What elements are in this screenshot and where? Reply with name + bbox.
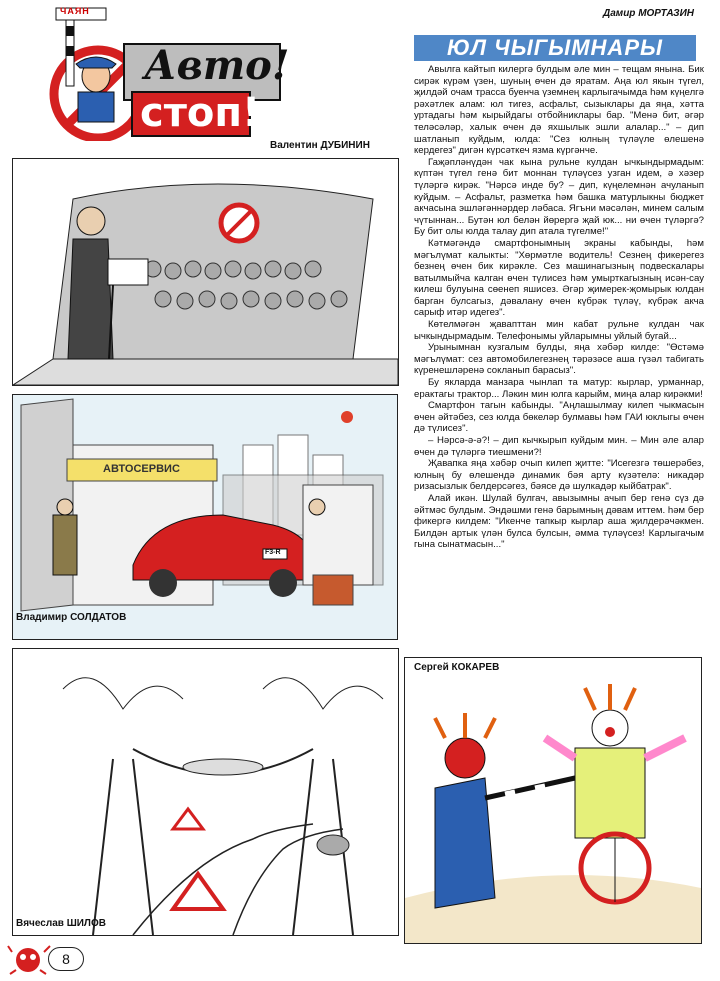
cartoon-conductor <box>12 158 399 386</box>
article-paragraph: Авылга кайтып килергә булдым әле мин – тещам янына. Бик сирәк күрәм үзен, шуның өчен дә яратам. Аңа юл якын түгел, җилдәй очам трасса буенча үземнең карлыгачымда һәм күңелгә рәхәтлек алам: юл тигез, асфальт, сызыклары да яңа, хәтта уртадагы һәм кырыйдагы отбойниклары бар. "Менә бит, әгәр теләсәләр, халык өчен дә яхшылык эшли алалар..." – дип шатланып куйдым, юлда: "Сез юлның түләүле өлешенә кердегез" дигән күрсәткеч язма күргәнче. <box>414 64 704 157</box>
clown-cartoon-icon <box>405 658 701 943</box>
footer-logo <box>6 942 52 976</box>
cartoon-credit-soldatov: Владимир СОЛДАТОВ <box>16 612 127 623</box>
article-author: Дамир МОРТАЗИН <box>603 8 694 19</box>
article-paragraph: Смартфон тагын кабынды. "Аңлашылмау килеп чыкмасын өчен әйтәбез, сез юлда бөкеләр булмавы һәм ГАИ юклыгы өчен дә түлисез". <box>414 400 704 435</box>
conductor-cartoon-icon <box>13 159 398 385</box>
logo-caption: ЧАЯН <box>60 6 90 16</box>
article-paragraph: Бу якларда манзара чынлап та матур: кырлар, урманнар, ерактагы трактор... Ләкин мин юлга карыйм, миңа алар кирәкми! <box>414 377 704 400</box>
article-paragraph: Гаҗәпләнүдән чак кына рульне кулдан ычкындырмадым: күптән түгел генә бит моннан түләүсез узган идем, ә хәзер түләргә кирәк. "Нәрсә инде бу? – дип, күңелемнән ачуланып куйдым. – Асфальт, разметка һәм башка матурлыкны бюджет акчасына эшләгәннәрдер ләбаса. Ягъни мәсәлән, минем салым чүтыннан... Бутән юл белән йөрергә җай юк... ни өчен түләргә? Бу бит олы юлда талау дип атала түгелме!" <box>414 156 704 238</box>
cartoon-credit-dubinin: Валентин ДУБИНИН <box>270 140 370 151</box>
article-paragraph: Җавапка яңа хәбәр очып килеп җитте: "Исегезгә төшерәбез, юлның бу өлешендә динамик бәя арту күзәтелә: никадәр ризасызлык белдерсәгез, бәясе дә шулкадәр кыйбатрак". <box>414 458 704 493</box>
cartoon-autoservice <box>12 394 398 640</box>
car-plate: F3-R <box>265 549 281 556</box>
article-paragraph: Урынымнан кузгалым булды, яңа хәбәр килде: "Өстәмә мәгълүмат: сез автомобилегезнең тәрәзәсе аша гүзәл табигать күренешләренә сокланып барасыз". <box>414 342 704 377</box>
logo-word-avto: Авто! <box>144 42 290 89</box>
article-paragraph: Көтелмәгән җавапттан мин кабат рульне кулдан чак ычкындырмадым. Телефонымы уйларымны уйлый бугай... <box>414 319 704 342</box>
article-title: ЮЛ ЧЫГЫМНАРЫ <box>414 35 696 61</box>
avto-stop-logo <box>36 6 290 141</box>
cartoon-credit-shilov: Вячеслав ШИЛОВ <box>16 918 106 929</box>
article-paragraph: Кәтмәгәндә смартфонымның экраны кабынды, һәм мәгълүмат калыкты: "Хөрмәтле водитель! Сезнең фикерегез безнең өчен бик кирәкле. Сез машинагызның подвескалары ватылмыйча калган өчен түлисез һәм умырткагызның исән-сау килеш булуына сөенеп яшисез. Әгәр җимерек-җомырык юлдан барган булсагыз, дәвалану өчен күбрәк түләү, күбрәк акча сарыф итәр идегез". <box>414 237 704 319</box>
cartoon-clown <box>404 657 702 944</box>
logo-word-stop: стоп! <box>140 90 261 136</box>
autoservice-cartoon-icon <box>13 395 397 639</box>
scorpion-icon <box>6 942 52 976</box>
cartoon-hammock <box>12 648 399 936</box>
cartoon-credit-kokarev: Сергей КОКАРЕВ <box>414 662 500 673</box>
hammock-cartoon-icon <box>13 649 398 935</box>
article-paragraph: Алай икән. Шулай булгач, авызымны ачып бер генә сүз дә әйтмәс булдым. Эндәшми генә барымның дәвам иттем. һәм бер фикергә килдем: "Икенче тапкыр кырлар аша җилдерәчәкмен. Билдән артык үлән булса булсын, әмма түләүсез! Карлыгачым гына сынатмасын..." <box>414 492 704 551</box>
autoservice-sign: АВТОСЕРВИС <box>103 463 180 475</box>
article-paragraph: – Нәрсә-ә-ә?! – дип кычкырып куйдым мин. – Мин әле алар өчен дә түләргә тиешмени?! <box>414 435 704 458</box>
page-number: 8 <box>48 947 84 971</box>
article-body <box>414 64 704 551</box>
